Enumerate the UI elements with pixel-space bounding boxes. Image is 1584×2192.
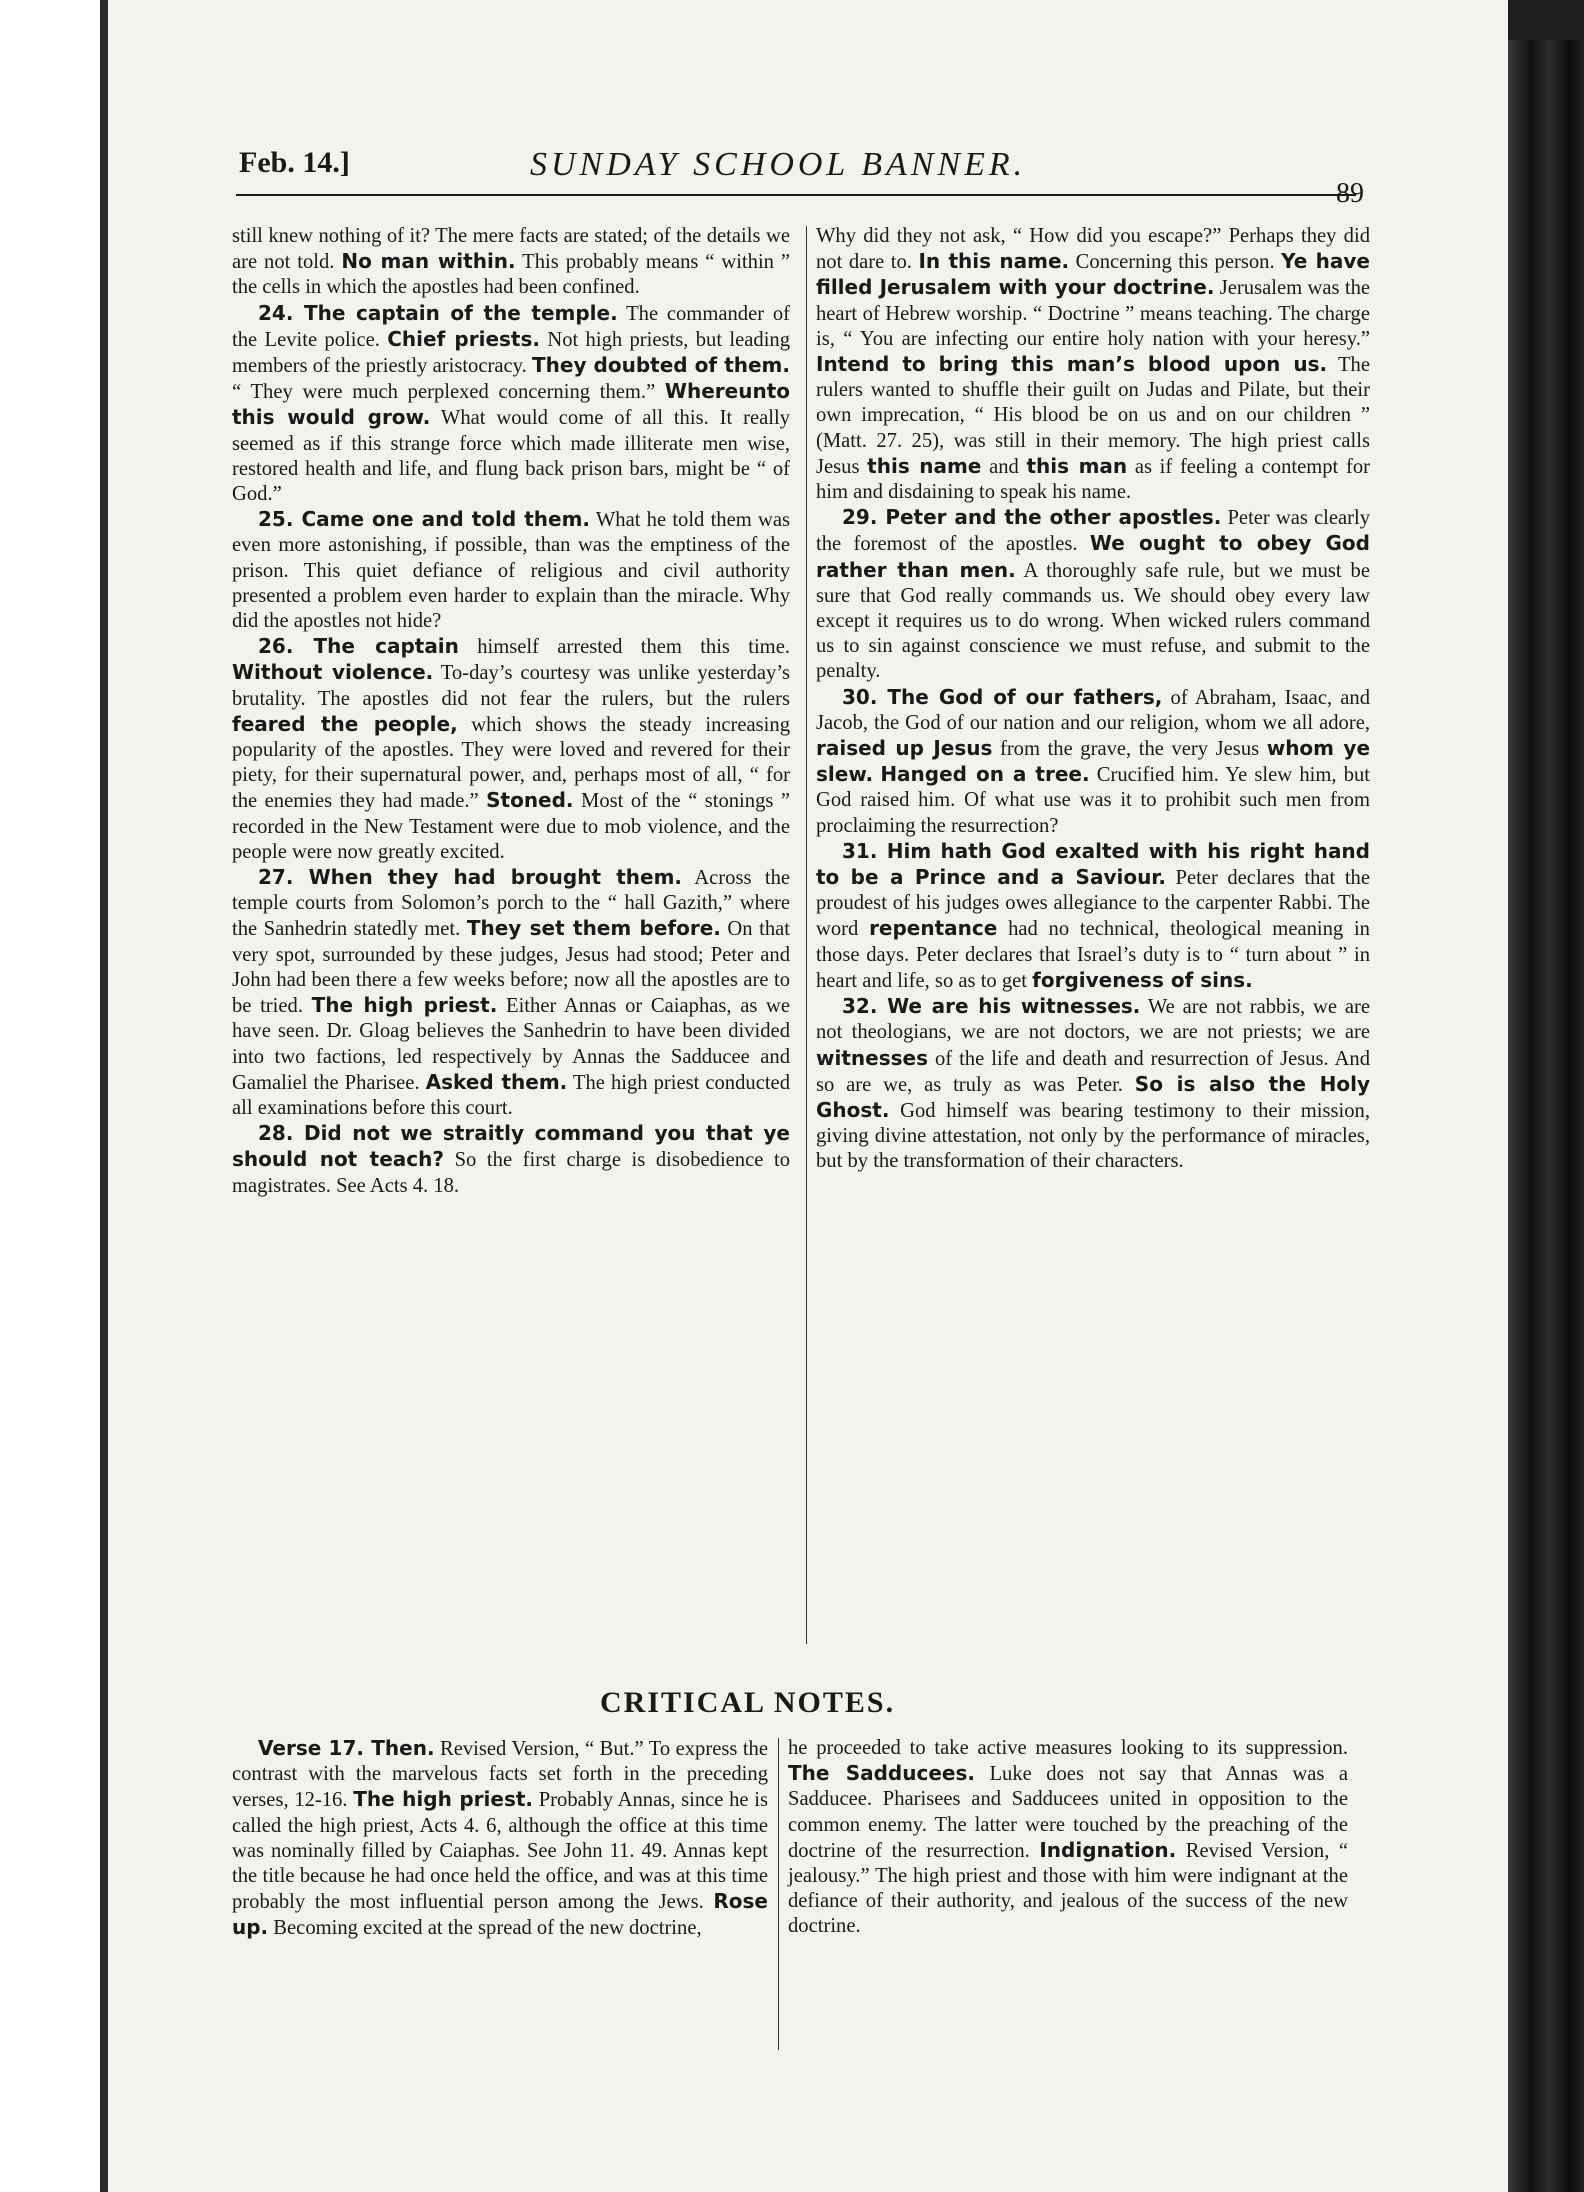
bold-keyword: whom ye slew. [816, 736, 1371, 787]
text-column-left [232, 224, 790, 1199]
text-run: himself arrested them this time. [458, 636, 790, 659]
text-run: of Abraham, Isaac, and Jacob, the God of our nation and our religion, whom we all adore, [816, 686, 1370, 734]
text-run: as if feeling a contempt for him and disdaining to speak his name. [816, 455, 1370, 504]
text-run: To-day’s courtesy was unlike yesterday’s brutality. The apostles did not fear the rulers, but the rulers [232, 662, 790, 710]
text-run: which shows the steady increasing popularity of the apostles. They were loved and revered for their piety, for their supernatural power, and, perhaps most of all, “ for the enemies they had made.” [232, 713, 790, 813]
bold-keyword: Rose up. [232, 1889, 768, 1940]
text-run: So the first charge is disobedience to magistrates. See Acts 4. 18. [232, 1149, 791, 1197]
text-run: The rulers wanted to shuffle their guilt on Judas and Pilate, but their own imprecation, “ His blood be on us and on our children ” (Matt. 27. 25), was still in their memory. The high priest calls Jesus [816, 354, 1370, 478]
text-run: had no technical, theological meaning in those days. Peter declares that Israel’s duty is to “ turn about ” in heart and life, so as to get [816, 918, 1370, 992]
bold-keyword: The Sadducees. [788, 1761, 975, 1786]
text-run: Across the temple courts from Solomon’s porch to the “ hall Gazith,” where the Sanhedrin statedly met. [232, 867, 791, 941]
text-run: he proceeded to take active measures looking to its suppression. [788, 1737, 1348, 1759]
bold-keyword: 24. The captain of the temple. [258, 300, 618, 325]
paragraph [816, 839, 1370, 994]
text-run: Probably Annas, since he is called the high priest, Acts 4. 6, although the office at this time was nominally filled by Caiaphas. See John 11. 49. Annas kept the title because he had once held the office, and was at this time probably the most influential person among the Jews. [232, 1789, 768, 1914]
bold-keyword: Without violence. [232, 660, 434, 685]
text-run: Most of the “ stonings ” recorded in the New Testament were due to mob violence, and the people were now greatly excited. [232, 790, 790, 863]
text-run: still knew nothing of it? The mere facts are stated; of the details we are not told. [232, 225, 790, 274]
page-number: 89 [1336, 178, 1364, 209]
bold-keyword: 26. The captain [258, 634, 459, 659]
text-run: Revised Version, “ But.” To express the contrast with the marvelous facts set forth in the preceding verses, 12-16. [232, 1738, 768, 1812]
bold-keyword: Intend to bring this man’s blood upon us. [816, 352, 1328, 377]
notes-column-right [788, 1736, 1348, 1940]
text-run: We are not rabbis, we are not theologians, we are not doctors, we are not priests; we are [816, 996, 1371, 1044]
bold-keyword: 30. The God of our fathers, [842, 684, 1163, 709]
paragraph [232, 301, 790, 508]
bold-keyword: Whereunto this would grow. [232, 379, 790, 430]
text-run: God himself was bearing testimony to their mission, giving divine attestation, not only by the performance of miracles, but by the transformation of their characters. [816, 1099, 1370, 1173]
text-run: On that very spot, surrounded by these judges, Jesus had stood; Peter and John had been there a few weeks before; now all the apostles are to be tried. [232, 918, 790, 1018]
bold-keyword: They set them before. [466, 916, 721, 941]
paragraph [816, 685, 1370, 839]
notes-column-divider [778, 1738, 779, 2050]
bold-keyword: The high priest. [311, 993, 498, 1018]
text-run: The high priest conducted all examinations before this court. [232, 1071, 790, 1119]
text-run: Peter declares that the proudest of his judges owes allegiance to the carpenter Rabbi. The word [816, 867, 1370, 941]
scan-margin [0, 0, 100, 2192]
bold-keyword: raised up Jesus [816, 736, 993, 761]
page-shadow [100, 0, 108, 2192]
paragraph [816, 224, 1370, 505]
text-run: Concerning this person. [1069, 251, 1282, 274]
bold-keyword: Indignation. [1039, 1837, 1177, 1862]
bold-keyword: forgiveness of sins. [1032, 967, 1253, 992]
bold-keyword: this man [1026, 453, 1128, 478]
paragraph [816, 505, 1370, 684]
bold-keyword: 25. Came one and told them. [258, 507, 591, 532]
header-rule [236, 194, 1356, 196]
text-run: A thoroughly safe rule, but we must be sure that God really commands us. We should obey every law except it requires us to do wrong. When wicked rulers command us to sin against conscience we must refuse, and submit to the penalty. [816, 559, 1370, 683]
paragraph [788, 1736, 1348, 1940]
text-run: Peter was clearly the foremost of the apostles. [816, 507, 1370, 556]
paragraph [232, 1121, 790, 1199]
text-run: Why did they not ask, “ How did you escape?” Perhaps they did not dare to. [816, 225, 1370, 274]
book-edge [1508, 40, 1584, 2192]
text-run: “ They were much perplexed concerning them.” [232, 381, 665, 404]
bold-keyword: So is also the Holy Ghost. [816, 1071, 1370, 1122]
text-run: Either Annas or Caiaphas, as we have seen. Dr. Gloag believes the Sanhedrin to have been divided into two factions, led respectively by Annas the Sadducee and Gamaliel the Pharisee. [232, 995, 791, 1094]
section-heading: CRITICAL NOTES. [600, 1686, 896, 1719]
text-run: What would come of all this. It really seemed as if this strange force which made illiterate men wise, restored health and life, and flung back prison bars, might be “ of God.” [232, 407, 790, 506]
bold-keyword: Stoned. [486, 788, 574, 813]
bold-keyword: Asked them. [425, 1069, 568, 1094]
paragraph [232, 224, 790, 301]
text-run: Jerusalem was the heart of Hebrew worship. “ Doctrine ” means teaching. The charge is, “ You are infecting our entire holy nation with your heresy.” [816, 277, 1371, 350]
text-run: The commander of the Levite police. [232, 302, 790, 351]
text-run: Crucified him. Ye slew him, but God raised him. Of what use was it to prohibit such men from proclaiming the resurrection? [816, 764, 1371, 837]
issue-date: Feb. 14.] [239, 146, 350, 179]
bold-keyword: Ye have filled Jerusalem with your doctrine. [816, 249, 1370, 300]
bold-keyword: 32. We are his witnesses. [842, 994, 1141, 1019]
text-run: of the life and death and resurrection of Jesus. And so are we, as truly as was Peter. [816, 1047, 1370, 1096]
text-run: Not high priests, but leading members of the priestly aristocracy. [232, 328, 791, 378]
bold-keyword: feared the people, [232, 711, 458, 736]
bold-keyword: this name [867, 453, 982, 478]
running-title: SUNDAY SCHOOL BANNER. [530, 146, 1027, 183]
bold-keyword: They doubted of them. [532, 353, 790, 378]
paragraph [232, 507, 790, 634]
text-run: from the grave, the very Jesus [992, 738, 1267, 761]
bold-keyword: The high priest. [353, 1787, 534, 1812]
column-divider [806, 226, 807, 1644]
bold-keyword: Hanged on a tree. [880, 762, 1090, 787]
text-run: Becoming excited at the spread of the new doctrine, [268, 1917, 702, 1940]
paragraph [232, 634, 790, 865]
bold-keyword: In this name. [918, 249, 1070, 274]
text-run: This probably means “ within ” the cells in which the apostles had been confined. [232, 251, 791, 299]
text-run: Revised Version, “ jealousy.” The high priest and those with him were indignant at the defiance of their authority, and jealous of the success of the new doctrine. [788, 1839, 1348, 1938]
bold-keyword: Verse 17. Then. [258, 1736, 435, 1760]
bold-keyword: 29. Peter and the other apostles. [842, 505, 1222, 530]
text-run: and [981, 455, 1027, 478]
text-column-right [816, 224, 1370, 1175]
bold-keyword: Chief priests. [387, 326, 540, 351]
bold-keyword: We ought to obey God rather than men. [816, 531, 1370, 582]
bold-keyword: 27. When they had brought them. [258, 865, 683, 890]
bold-keyword: repentance [869, 916, 998, 941]
bold-keyword: 31. Him hath God exalted with his right hand to be a Prince and a Saviour. [816, 838, 1370, 890]
bold-keyword: No man within. [341, 249, 516, 274]
paragraph [232, 865, 790, 1121]
notes-column-left [232, 1736, 768, 1942]
paragraph [232, 1736, 768, 1942]
bold-keyword: witnesses [816, 1045, 928, 1070]
text-run: Luke does not say that Annas was a Sadducee. Pharisees and Sadducees united in opposition to the common enemy. The latter were touched by the preaching of the doctrine of the resurrection. [788, 1763, 1348, 1862]
paragraph [816, 994, 1370, 1174]
text-run: What he told them was even more astonishing, if possible, than was the emptiness of the prison. This quiet defiance of religious and civil authority presented a problem even harder to explain than the miracle. Why did the apostles not hide? [232, 509, 790, 633]
bold-keyword: 28. Did not we straitly command you that ye should not teach? [232, 1121, 790, 1172]
